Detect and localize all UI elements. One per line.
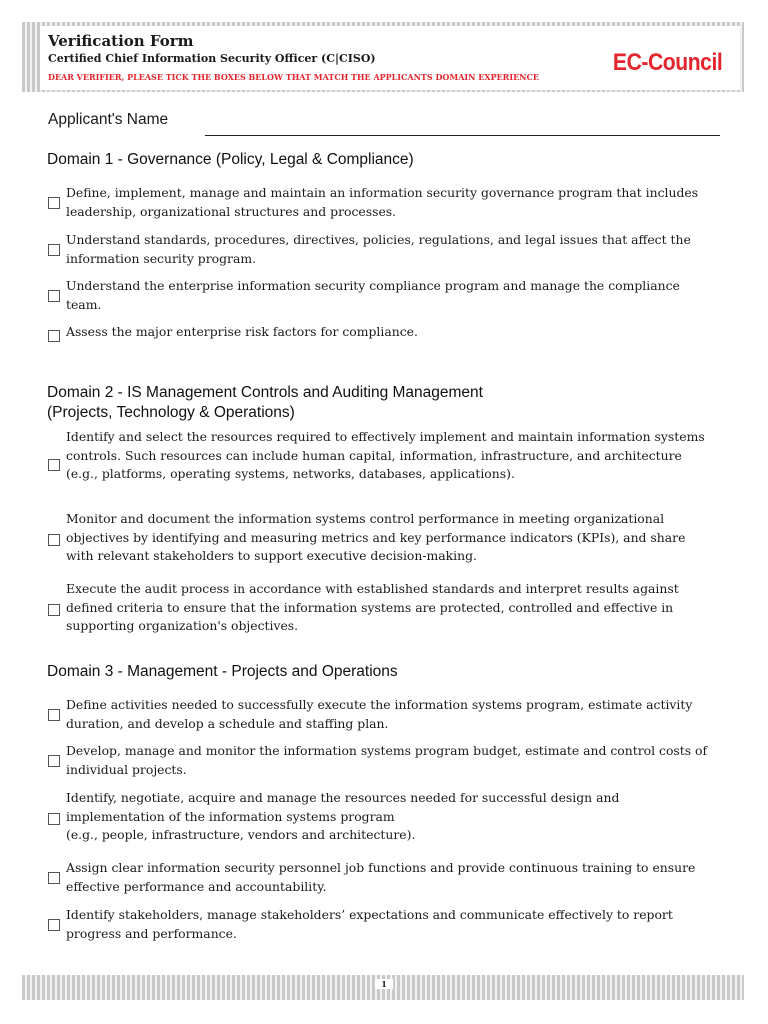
checkbox[interactable]: [48, 330, 60, 342]
domain-2-heading: Domain 2 - IS Management Controls and Auditing Management (Projects, Technology & Operations): [47, 384, 483, 421]
form-title: Verification Form: [48, 32, 194, 50]
domain-1-heading: Domain 1 - Governance (Policy, Legal & Compliance): [47, 151, 414, 168]
ec-council-logo: EC-Council: [612, 49, 722, 76]
item-text: Define, implement, manage and maintain an information security governance program that includes leadership, organizational structures and processes.: [66, 185, 699, 219]
page-number-row: [0, 979, 768, 989]
verifier-notice: DEAR VERIFIER, PLEASE TICK THE BOXES BELOW THAT MATCH THE APPLICANTS DOMAIN EXPERIENCE: [48, 72, 539, 82]
item-text: Understand standards, procedures, directives, policies, regulations, and legal issues that affect the information security program.: [66, 232, 691, 266]
form-header: [40, 26, 740, 90]
item-text: Identify, negotiate, acquire and manage the resources needed for successful design and implementation of the information systems program (e.g., people, infrastructure, vendors and architecture).: [66, 790, 620, 842]
checkbox[interactable]: [48, 197, 60, 209]
checkbox[interactable]: [48, 534, 60, 546]
checkbox[interactable]: [48, 755, 60, 767]
item-text: Identify stakeholders, manage stakeholders’ expectations and communicate effectively to report progress and performance.: [66, 907, 673, 941]
page-number: 1: [375, 979, 393, 989]
checkbox[interactable]: [48, 244, 60, 256]
checkbox[interactable]: [48, 709, 60, 721]
checkbox[interactable]: [48, 919, 60, 931]
checkbox[interactable]: [48, 459, 60, 471]
item-text: Execute the audit process in accordance with established standards and interpret results against defined criteria to ensure that the information systems are protected, controlled and effective in supporting organization's objectives.: [66, 581, 679, 633]
checkbox[interactable]: [48, 290, 60, 302]
applicant-name-label: Applicant's Name: [48, 111, 169, 128]
checkbox[interactable]: [48, 872, 60, 884]
form-subtitle: Certified Chief Information Security Officer (C|CISO): [48, 52, 376, 65]
item-text: Identify and select the resources required to effectively implement and maintain information systems controls. Such resources can include human capital, information, infrastructure, and architecture (e.g., platforms, operating systems, networks, databases, applications).: [66, 429, 705, 481]
domain-3-heading: Domain 3 - Management - Projects and Operations: [47, 663, 398, 680]
item-text: Define activities needed to successfully execute the information systems program, estimate activity duration, and develop a schedule and staffing plan.: [66, 697, 693, 731]
item-text: Assess the major enterprise risk factors for compliance.: [66, 324, 418, 339]
item-text: Monitor and document the information systems control performance in meeting organizational objectives by identifying and measuring metrics and key performance indicators (KPIs), and share with relevant stakeholders to support executive decision-making.: [66, 511, 686, 563]
applicant-name-field[interactable]: [205, 134, 720, 136]
item-text: Understand the enterprise information security compliance program and manage the compliance team.: [66, 278, 680, 312]
checkbox[interactable]: [48, 604, 60, 616]
item-text: Develop, manage and monitor the information systems program budget, estimate and control costs of individual projects.: [66, 743, 708, 777]
checkbox[interactable]: [48, 813, 60, 825]
item-text: Assign clear information security personnel job functions and provide continuous training to ensure effective performance and accountability.: [66, 860, 696, 894]
